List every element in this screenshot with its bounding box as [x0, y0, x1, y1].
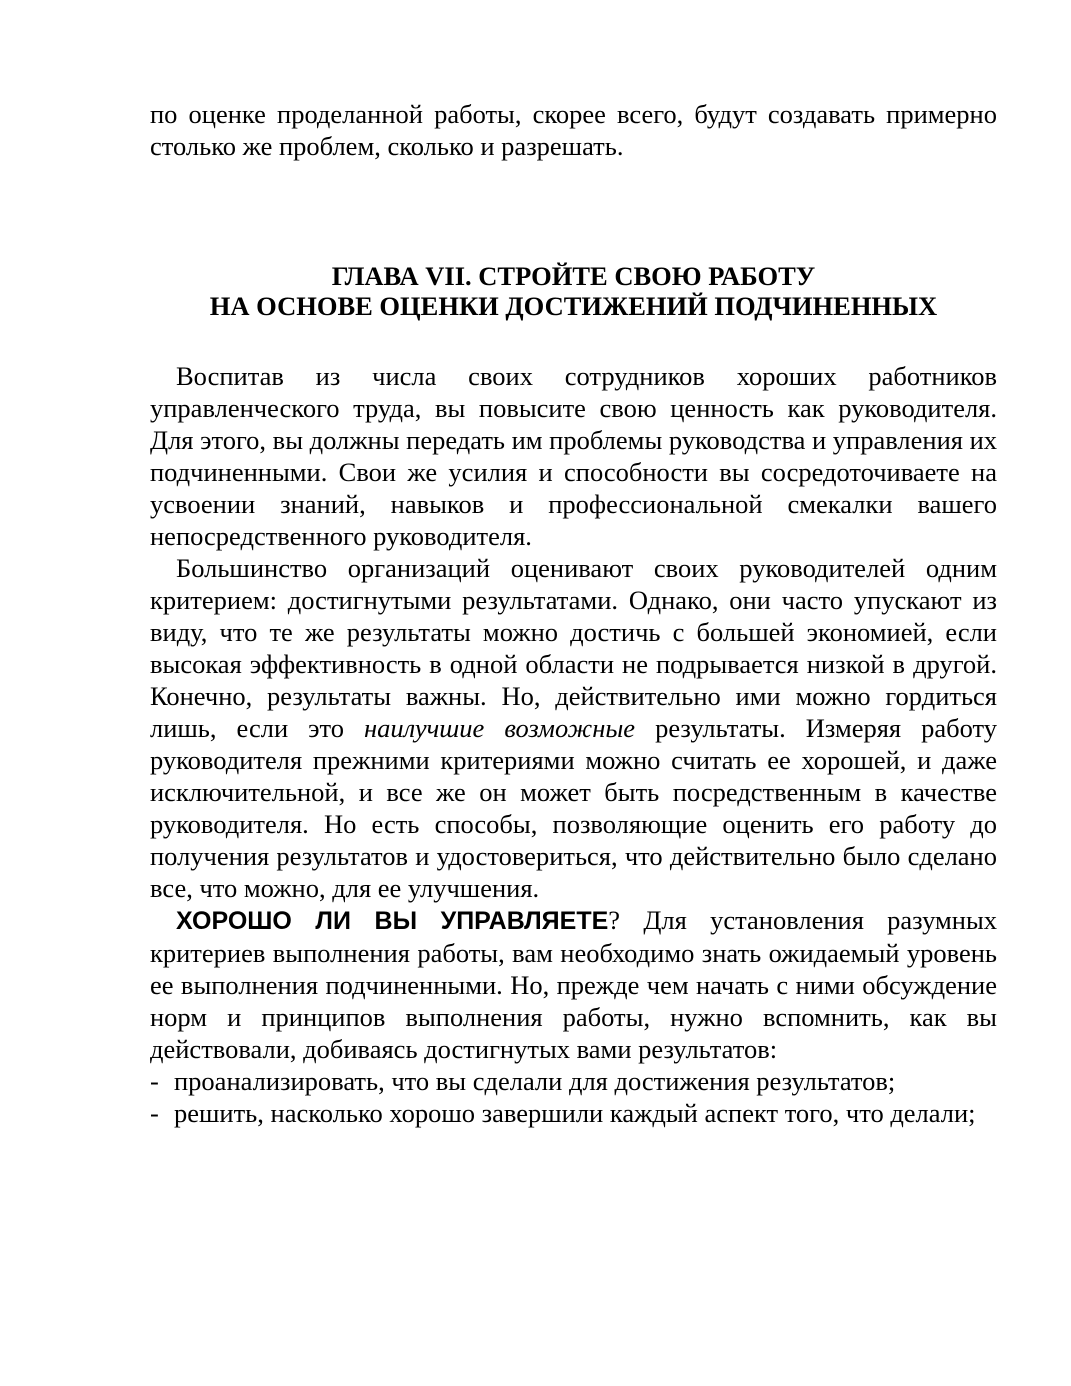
paragraph-3 — [150, 904, 997, 1065]
chapter-title-line-2: НА ОСНОВЕ ОЦЕНКИ ДОСТИЖЕНИЙ ПОДЧИНЕННЫХ — [209, 291, 938, 321]
document-page — [150, 98, 998, 1128]
list-dash: - — [150, 1066, 159, 1096]
intro-paragraph: по оценке проделанной работы, скорее всего, будут создавать примерно столько же проблем, сколько и разрешать. — [150, 99, 997, 161]
list-item — [150, 1097, 997, 1129]
paragraph-3-text: ? Для установления разумных критериев выполнения работы, вам необходимо знать ожидаемый уровень ее выполнения подчиненными. Но, прежде чем начать с ними обсуждение норм и принципов выполнения работы, нужно вспомнить, как вы действовали, добиваясь достигнутых вами результатов: — [150, 905, 997, 1064]
paragraph-3-lead: ХОРОШО ЛИ ВЫ УПРАВЛЯЕТЕ — [176, 907, 609, 935]
paragraph-2-text-start: Большинство организаций оценивают своих руководителей одним критерием: достигнутыми результатами. Однако, они часто упускают из виду, что те же результаты можно достичь с большей экономией, если высокая эффективность в одной области не подрывается низкой в другой. Конечно, результаты важны. Но, действительно ими можно гордиться лишь, если это — [150, 553, 997, 743]
list-item-text: решить, насколько хорошо завершили каждый аспект того, что делали; — [174, 1098, 976, 1128]
chapter-title-line-1: ГЛАВА VII. СТРОЙТЕ СВОЮ РАБОТУ — [331, 261, 816, 291]
list-item-text: проанализировать, что вы сделали для достижения результатов; — [174, 1066, 896, 1096]
list-item — [150, 1065, 997, 1097]
list-dash: - — [150, 1098, 159, 1128]
paragraph-2-italic: наилучшие возможные — [364, 713, 636, 743]
chapter-body — [150, 360, 997, 1129]
paragraph-1: Воспитав из числа своих сотрудников хороших работников управленческого труда, вы повысите свою ценность как руководителя. Для этого, вы должны передать им проблемы руководства и управления их подчиненными. Свои же усилия и способности вы сосредоточиваете на усвоении знаний, навыков и профессиональной смекалки вашего непосредственного руководителя. — [150, 361, 998, 551]
dash-list — [150, 1065, 997, 1129]
paragraph-2-text-end: результаты. Измеряя работу руководителя прежними критериями можно считать ее хорошей, и даже исключительной, и все же он может быть посредственным в качестве руководителя. Но есть способы, позволяющие оценить его работу до получения результатов и удостовериться, что действительно было сделано все, что можно, для ее улучшения. — [150, 713, 998, 903]
paragraph-2 — [150, 552, 997, 904]
chapter-title — [150, 261, 997, 321]
